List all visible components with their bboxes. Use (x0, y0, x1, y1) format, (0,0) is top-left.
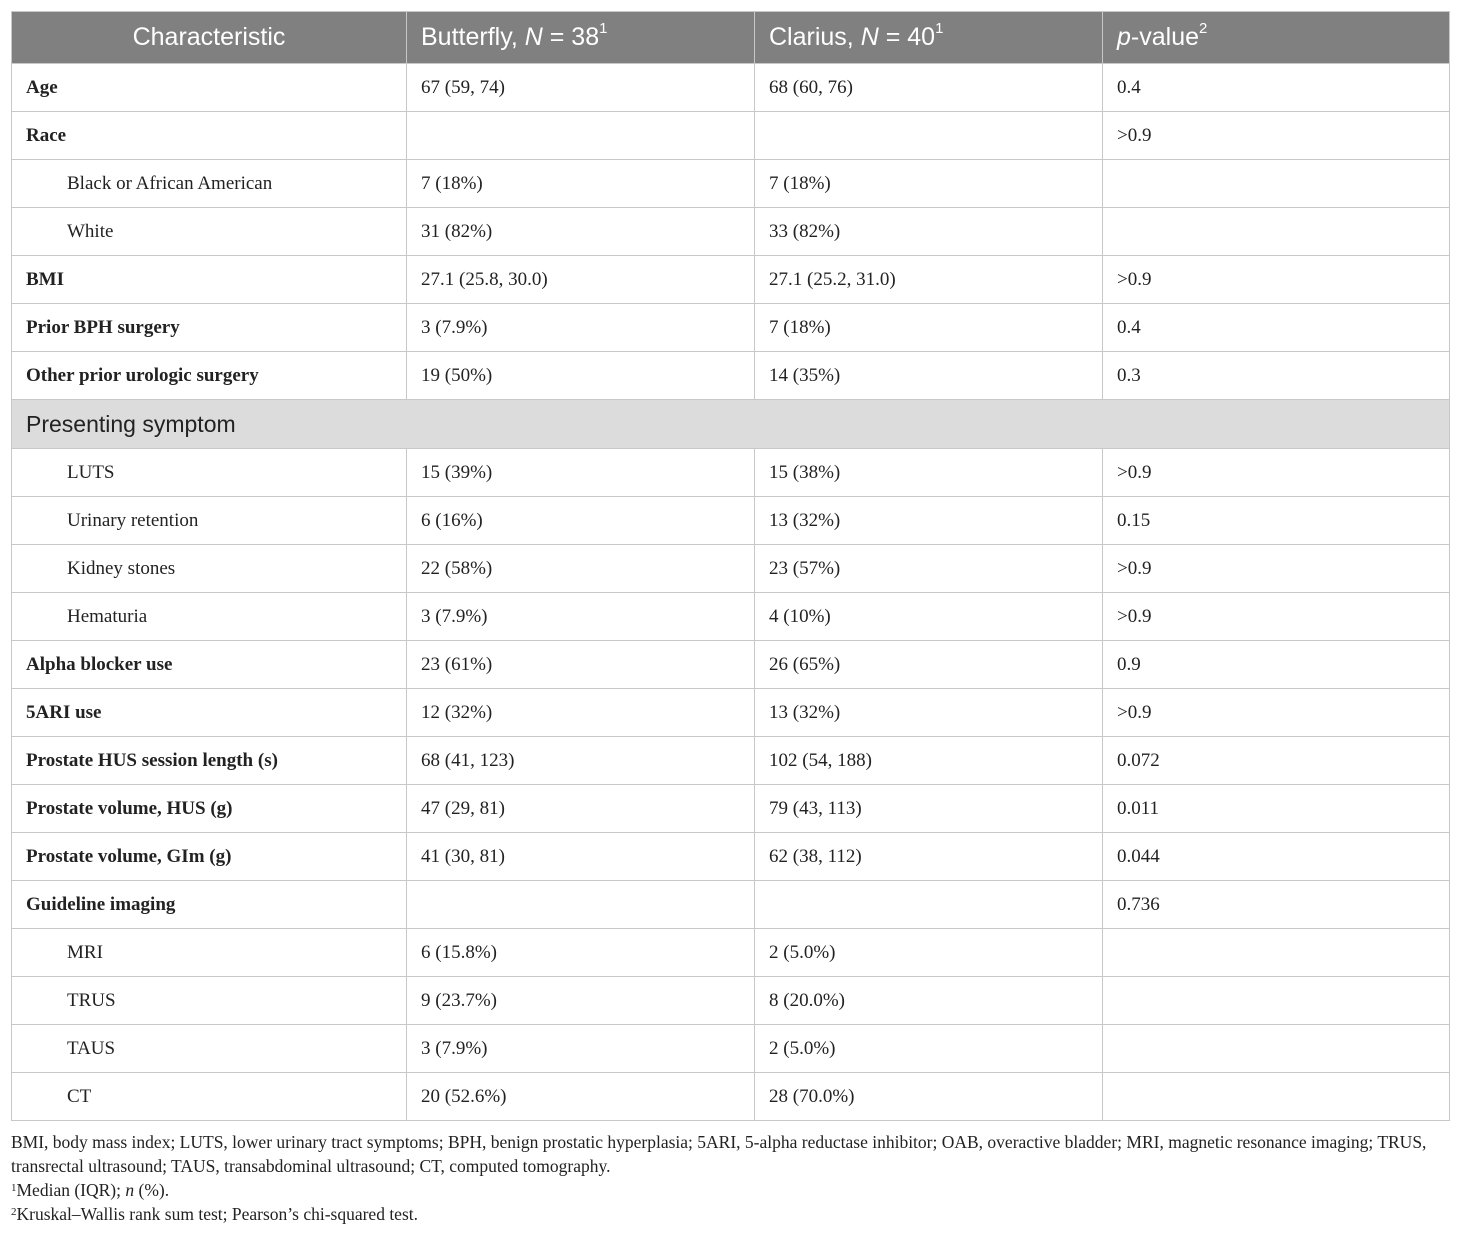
table-row (12, 833, 1450, 881)
clarius-cell (755, 112, 1103, 160)
section-header-cell: Presenting symptom (12, 400, 1450, 449)
table-row (12, 929, 1450, 977)
table-footnotes (11, 1130, 1451, 1226)
clarius-cell: 8 (20.0%) (755, 977, 1103, 1025)
p-value-cell (1103, 977, 1450, 1025)
characteristic-cell: BMI (12, 256, 407, 304)
p-value-cell: 0.4 (1103, 64, 1450, 112)
clarius-cell: 13 (32%) (755, 497, 1103, 545)
butterfly-cell: 12 (32%) (407, 689, 755, 737)
table-row (12, 689, 1450, 737)
p-value-cell (1103, 929, 1450, 977)
butterfly-cell: 20 (52.6%) (407, 1073, 755, 1121)
header-butterfly-label: Butterfly, (421, 23, 525, 51)
characteristic-cell: Urinary retention (12, 497, 407, 545)
characteristic-cell: Other prior urologic surgery (12, 352, 407, 400)
clarius-cell: 23 (57%) (755, 545, 1103, 593)
butterfly-cell: 47 (29, 81) (407, 785, 755, 833)
p-value-cell: >0.9 (1103, 256, 1450, 304)
header-p-italic: p (1117, 23, 1131, 51)
characteristic-cell: Race (12, 112, 407, 160)
butterfly-cell: 7 (18%) (407, 160, 755, 208)
butterfly-cell: 22 (58%) (407, 545, 755, 593)
characteristic-cell: LUTS (12, 449, 407, 497)
characteristic-cell: Hematuria (12, 593, 407, 641)
characteristic-cell: Prostate HUS session length (s) (12, 737, 407, 785)
characteristic-cell: White (12, 208, 407, 256)
table-body (12, 64, 1450, 1121)
table-row (12, 449, 1450, 497)
p-value-cell: 0.4 (1103, 304, 1450, 352)
table-row (12, 977, 1450, 1025)
p-value-cell: 0.044 (1103, 833, 1450, 881)
clarius-cell: 28 (70.0%) (755, 1073, 1103, 1121)
characteristic-cell: Alpha blocker use (12, 641, 407, 689)
butterfly-cell: 31 (82%) (407, 208, 755, 256)
table-row (12, 545, 1450, 593)
table-row (12, 304, 1450, 352)
table-header (12, 12, 1450, 64)
butterfly-cell: 6 (16%) (407, 497, 755, 545)
characteristic-cell: Kidney stones (12, 545, 407, 593)
p-value-cell: >0.9 (1103, 112, 1450, 160)
p-value-cell: >0.9 (1103, 545, 1450, 593)
header-characteristic (12, 12, 407, 64)
p-value-cell (1103, 1073, 1450, 1121)
p-value-cell (1103, 1025, 1450, 1073)
butterfly-cell: 15 (39%) (407, 449, 755, 497)
header-butterfly-footnote-ref: 1 (599, 20, 608, 37)
header-p-label: -value (1130, 23, 1199, 51)
butterfly-cell: 67 (59, 74) (407, 64, 755, 112)
footnote-1-text-a: Median (IQR); (16, 1180, 126, 1200)
p-value-cell: >0.9 (1103, 449, 1450, 497)
footnote-1-text-b: (%). (134, 1180, 170, 1200)
characteristic-cell: Age (12, 64, 407, 112)
footnote-1-n: n (125, 1180, 135, 1200)
table-row (12, 1073, 1450, 1121)
clarius-cell: 2 (5.0%) (755, 1025, 1103, 1073)
p-value-cell (1103, 160, 1450, 208)
butterfly-cell (407, 112, 755, 160)
p-value-cell: >0.9 (1103, 689, 1450, 737)
clarius-cell: 7 (18%) (755, 304, 1103, 352)
butterfly-cell: 41 (30, 81) (407, 833, 755, 881)
header-clarius (755, 12, 1103, 64)
characteristics-table (11, 11, 1450, 1121)
footnote-2-text: Kruskal–Wallis rank sum test; Pearson’s chi-squared test. (16, 1204, 419, 1224)
butterfly-cell: 3 (7.9%) (407, 304, 755, 352)
table-row (12, 112, 1450, 160)
table-row (12, 352, 1450, 400)
characteristic-cell: Guideline imaging (12, 881, 407, 929)
footnote-2-marker: 2 (11, 1206, 17, 1218)
clarius-cell: 68 (60, 76) (755, 64, 1103, 112)
butterfly-cell: 9 (23.7%) (407, 977, 755, 1025)
clarius-cell: 14 (35%) (755, 352, 1103, 400)
table-row (12, 256, 1450, 304)
header-clarius-footnote-ref: 1 (935, 20, 944, 37)
butterfly-cell: 3 (7.9%) (407, 593, 755, 641)
butterfly-cell: 27.1 (25.8, 30.0) (407, 256, 755, 304)
butterfly-cell: 23 (61%) (407, 641, 755, 689)
footnote-1 (11, 1178, 1451, 1202)
p-value-cell: 0.072 (1103, 737, 1450, 785)
clarius-cell: 7 (18%) (755, 160, 1103, 208)
characteristic-cell: Prior BPH surgery (12, 304, 407, 352)
clarius-cell: 102 (54, 188) (755, 737, 1103, 785)
p-value-cell (1103, 208, 1450, 256)
header-p-footnote-ref: 2 (1199, 20, 1208, 37)
footnote-2 (11, 1202, 1451, 1226)
table-row (12, 497, 1450, 545)
header-characteristic-label: Characteristic (132, 23, 286, 51)
characteristics-table-container (11, 11, 1449, 1121)
table-row (12, 400, 1450, 449)
abbreviations-note: BMI, body mass index; LUTS, lower urinary tract symptoms; BPH, benign prostatic hyperplasia; 5ARI, 5-alpha reductase inhibitor; OAB, overactive bladder; MRI, magnetic resonance imaging; TRUS, transrectal ultrasound; TAUS, transabdominal ultrasound; CT, computed tomography. (11, 1132, 1427, 1176)
header-row (12, 12, 1450, 64)
p-value-cell: 0.736 (1103, 881, 1450, 929)
clarius-cell: 13 (32%) (755, 689, 1103, 737)
footnote-1-marker: 1 (11, 1182, 17, 1194)
header-p-value (1103, 12, 1450, 64)
table-row (12, 593, 1450, 641)
table-row (12, 641, 1450, 689)
header-butterfly-n: N (524, 23, 543, 51)
clarius-cell: 15 (38%) (755, 449, 1103, 497)
clarius-cell: 62 (38, 112) (755, 833, 1103, 881)
characteristic-cell: TRUS (12, 977, 407, 1025)
header-clarius-count: = 40 (878, 23, 936, 51)
table-row (12, 785, 1450, 833)
characteristic-cell: 5ARI use (12, 689, 407, 737)
clarius-cell: 79 (43, 113) (755, 785, 1103, 833)
clarius-cell: 27.1 (25.2, 31.0) (755, 256, 1103, 304)
characteristic-cell: MRI (12, 929, 407, 977)
clarius-cell: 2 (5.0%) (755, 929, 1103, 977)
header-clarius-label: Clarius, (769, 23, 861, 51)
table-row (12, 64, 1450, 112)
p-value-cell: >0.9 (1103, 593, 1450, 641)
table-row (12, 881, 1450, 929)
butterfly-cell: 19 (50%) (407, 352, 755, 400)
characteristic-cell: Prostate volume, HUS (g) (12, 785, 407, 833)
p-value-cell: 0.011 (1103, 785, 1450, 833)
header-clarius-n: N (860, 23, 879, 51)
butterfly-cell: 68 (41, 123) (407, 737, 755, 785)
header-butterfly (407, 12, 755, 64)
clarius-cell: 4 (10%) (755, 593, 1103, 641)
characteristic-cell: Black or African American (12, 160, 407, 208)
clarius-cell: 26 (65%) (755, 641, 1103, 689)
characteristic-cell: Prostate volume, GIm (g) (12, 833, 407, 881)
table-row (12, 1025, 1450, 1073)
clarius-cell: 33 (82%) (755, 208, 1103, 256)
table-row (12, 160, 1450, 208)
p-value-cell: 0.15 (1103, 497, 1450, 545)
butterfly-cell: 6 (15.8%) (407, 929, 755, 977)
table-row (12, 737, 1450, 785)
table-row (12, 208, 1450, 256)
butterfly-cell (407, 881, 755, 929)
characteristic-cell: TAUS (12, 1025, 407, 1073)
butterfly-cell: 3 (7.9%) (407, 1025, 755, 1073)
characteristic-cell: CT (12, 1073, 407, 1121)
p-value-cell: 0.3 (1103, 352, 1450, 400)
p-value-cell: 0.9 (1103, 641, 1450, 689)
clarius-cell (755, 881, 1103, 929)
header-butterfly-count: = 38 (542, 23, 600, 51)
